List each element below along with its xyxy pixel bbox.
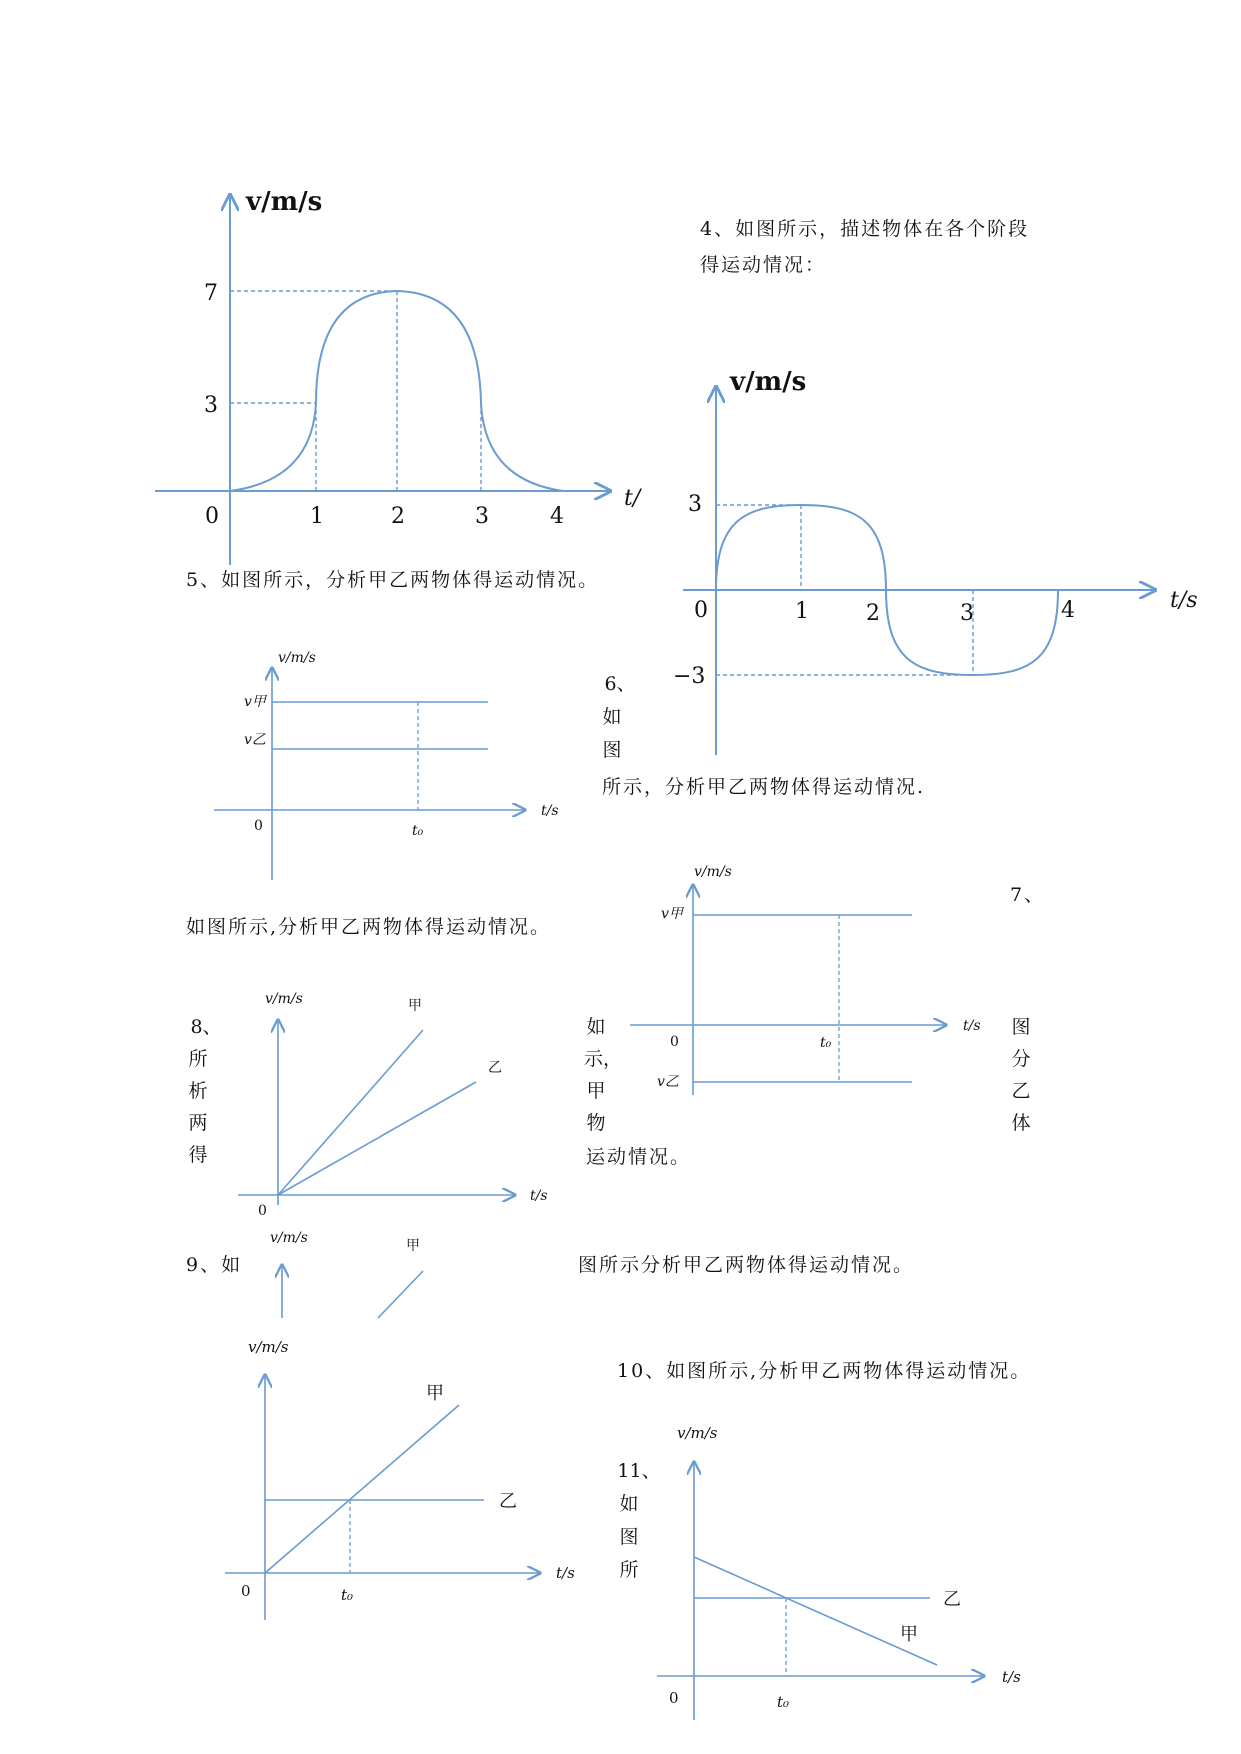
graph-1-xtick-2: 2 (391, 504, 405, 529)
q8-mid-1: 如 (586, 1016, 606, 1038)
q6-text: 所示，分析甲乙两物体得运动情况. (602, 776, 926, 798)
graph-8-xlabel: t/s (1002, 1668, 1021, 1686)
q8-left-4: 两 (188, 1112, 208, 1134)
graph-7-ylabel: v/m/s (248, 1338, 289, 1356)
q8-left-3: 析 (188, 1080, 208, 1102)
graph-5 (238, 1020, 515, 1205)
graph-4-ytick-jia: v甲 (661, 906, 683, 922)
graph-6 (282, 1265, 423, 1318)
graph-4-ytick-yi: v乙 (657, 1074, 679, 1090)
q11-vertical-4: 所 (619, 1559, 639, 1581)
q9-heading: 9、如 (186, 1254, 243, 1276)
graph-7-label-yi: 乙 (499, 1491, 517, 1512)
graph-1-xtick-0: 0 (205, 504, 219, 529)
graph-7-xtick-0: 0 (241, 1582, 251, 1600)
graph-1-xtick-3: 3 (475, 504, 489, 529)
graph-8-line-jia (694, 1557, 937, 1665)
graph-6-ylabel: v/m/s (270, 1230, 308, 1246)
graph-8-xtick-0: 0 (669, 1689, 679, 1707)
q8-right-3: 乙 (1011, 1080, 1031, 1102)
q7-heading: 7、 (1010, 884, 1046, 906)
graph-8 (657, 1462, 984, 1720)
graph-1 (155, 195, 610, 565)
graph-8-label-yi: 乙 (943, 1589, 961, 1610)
q8-right-1: 图 (1011, 1016, 1031, 1038)
graph-4-xtick-0: 0 (670, 1034, 679, 1050)
graph-6-line-jia (378, 1271, 423, 1318)
graph-7-label-jia: 甲 (426, 1383, 444, 1404)
graph-5-label-jia: 甲 (408, 998, 422, 1014)
graph-1-ylabel: v/m/s (246, 187, 323, 217)
q6-vertical-2: 如 (602, 706, 622, 728)
graph-4-xtick-t0: t₀ (820, 1035, 832, 1051)
q8-mid-tail: 运动情况。 (586, 1146, 692, 1168)
q8-right-2: 分 (1011, 1048, 1031, 1070)
q6-vertical-1: 6、 (604, 673, 636, 695)
graph-4-xlabel: t/s (963, 1018, 981, 1034)
graph-8-label-jia: 甲 (900, 1624, 918, 1645)
graph-7-line-jia (265, 1405, 459, 1573)
q10-text: 10、如图所示,分析甲乙两物体得运动情况。 (617, 1360, 1032, 1382)
graph-2-ylabel: v/m/s (730, 367, 807, 397)
graph-2 (683, 387, 1155, 755)
q8-left-2: 所 (188, 1048, 208, 1070)
q8-mid-2: 示， (584, 1048, 623, 1070)
graph-2-xlabel: t/s (1170, 588, 1198, 613)
graph-2-xtick-0: 0 (694, 598, 708, 623)
q5-text: 5、如图所示，分析甲乙两物体得运动情况。 (186, 569, 600, 591)
graph-5-ylabel: v/m/s (265, 991, 303, 1007)
graph-2-ytick-neg3: −3 (673, 664, 706, 689)
graph-1-xlabel: t/ (624, 486, 641, 511)
graph-3-ytick-yi: v乙 (244, 732, 266, 748)
q6-vertical-3: 图 (602, 739, 622, 761)
graph-7-xtick-t0: t₀ (341, 1586, 354, 1604)
graph-2-xtick-4: 4 (1061, 598, 1075, 623)
graph-2-xtick-1: 1 (795, 599, 809, 624)
graph-4-ylabel: v/m/s (694, 864, 732, 880)
q8-left-1: 8、 (190, 1016, 222, 1038)
graph-3-xlabel: t/s (541, 803, 559, 819)
q8-left-5: 得 (188, 1144, 208, 1166)
graph-3-ytick-jia: v甲 (244, 694, 266, 710)
graph-1-xtick-4: 4 (550, 504, 564, 529)
graph-6-label-jia: 甲 (406, 1238, 420, 1254)
graph-5-xtick-0: 0 (258, 1203, 267, 1219)
graph-3-xtick-0: 0 (254, 818, 263, 834)
graph-7-xlabel: t/s (556, 1564, 575, 1582)
graph-5-line-jia (278, 1030, 423, 1195)
graph-7 (225, 1375, 540, 1620)
graph-8-xtick-t0: t₀ (777, 1693, 790, 1711)
q11-vertical-1: 11、 (617, 1460, 661, 1482)
q4-text-line2: 得运动情况： (700, 254, 827, 276)
q8-mid-3: 甲 (586, 1080, 606, 1102)
graph-2-xtick-2: 2 (866, 601, 880, 626)
q7-stub-text: 如图所示,分析甲乙两物体得运动情况。 (186, 916, 552, 938)
graph-2-ytick-3: 3 (688, 492, 702, 517)
graph-3-ylabel: v/m/s (278, 650, 316, 666)
graph-5-xlabel: t/s (530, 1188, 548, 1204)
graph-5-line-yi (278, 1082, 476, 1195)
graph-3-xtick-t0: t₀ (412, 823, 424, 839)
graph-1-ytick-3: 3 (204, 393, 218, 418)
graph-8-ylabel: v/m/s (677, 1424, 718, 1442)
graph-1-xtick-1: 1 (310, 504, 324, 529)
graph-1-ytick-7: 7 (204, 281, 218, 306)
q4-text-line1: 4、如图所示，描述物体在各个阶段 (700, 218, 1030, 240)
q9-text: 图所示分析甲乙两物体得运动情况。 (578, 1254, 915, 1276)
q8-mid-4: 物 (586, 1112, 606, 1134)
graph-5-label-yi: 乙 (488, 1060, 502, 1076)
q11-vertical-3: 图 (619, 1526, 639, 1548)
graph-2-xtick-3: 3 (960, 601, 974, 626)
q8-right-4: 体 (1011, 1112, 1031, 1134)
q11-vertical-2: 如 (619, 1493, 639, 1515)
